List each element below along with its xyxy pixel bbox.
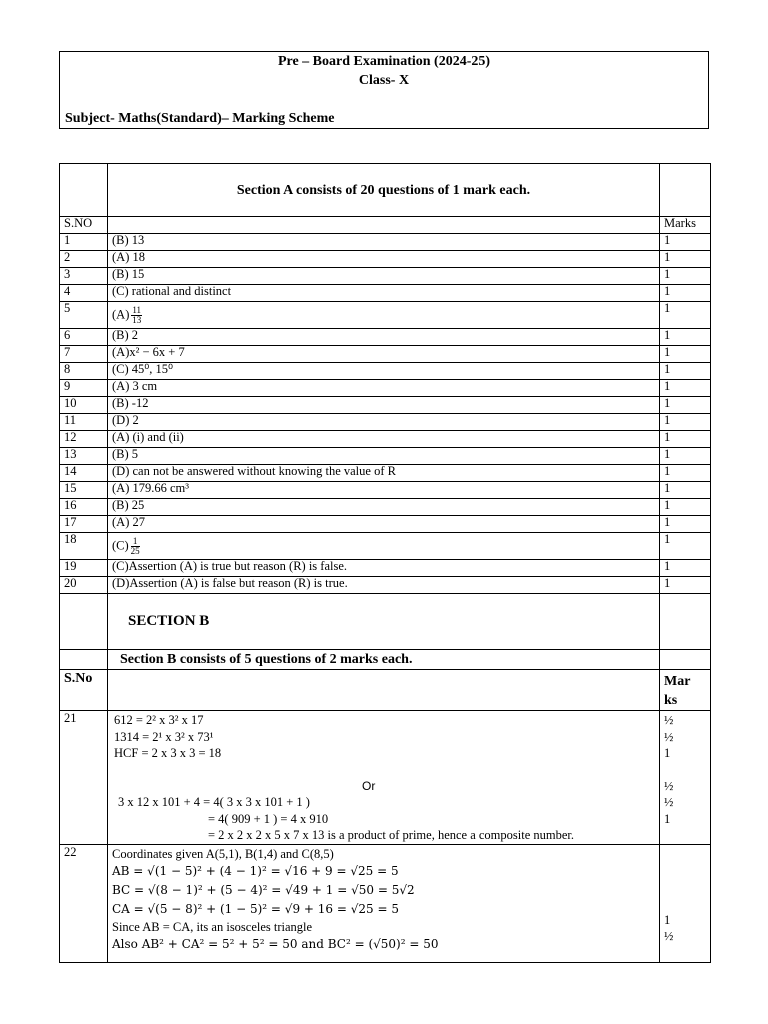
answer-text: (D)Assertion (A) is false but reason (R) is true. — [112, 576, 348, 590]
table-row — [60, 560, 711, 577]
q21-mark5: ½ — [664, 795, 674, 809]
row-marks: 1 — [660, 516, 711, 533]
row-answer — [108, 482, 660, 499]
table-row — [60, 268, 711, 285]
table-row — [60, 577, 711, 594]
subject-title: Subject- Maths(Standard)– Marking Scheme — [65, 111, 335, 126]
table-row — [60, 302, 711, 329]
q21-line4: 3 x 12 x 101 + 4 = 4( 3 x 3 x 101 + 1 ) — [118, 795, 310, 809]
section-b-title: Section B consists of 5 questions of 2 marks each. — [108, 650, 660, 670]
q22-answer — [108, 845, 660, 963]
row-sno: 10 — [60, 397, 108, 414]
answer-text: (B) -12 — [112, 396, 149, 410]
section-b-title-row — [60, 650, 711, 670]
row-marks: 1 — [660, 397, 711, 414]
q21-mark6: 1 — [664, 811, 671, 826]
table-row — [60, 285, 711, 302]
col-marks-b-line1: Mar — [664, 674, 691, 689]
row-answer — [108, 465, 660, 482]
fraction — [131, 537, 140, 556]
table-row — [60, 499, 711, 516]
q21-mark4: ½ — [664, 778, 674, 793]
row-answer — [108, 577, 660, 594]
q21-line5: = 4( 909 + 1 ) = 4 x 910 — [208, 811, 329, 826]
exam-header — [59, 51, 709, 129]
fraction-numerator: 1 — [131, 537, 140, 547]
answer-text: (A) 27 — [112, 515, 145, 529]
row-answer — [108, 346, 660, 363]
fraction-numerator: 11 — [132, 304, 142, 315]
answer-text: (C) — [112, 537, 129, 552]
answer-text: (B) 25 — [112, 498, 145, 512]
row-answer — [108, 414, 660, 431]
row-sno: 18 — [60, 533, 108, 560]
row-marks: 1 — [660, 465, 711, 482]
row-answer — [108, 533, 660, 560]
q22-line4: CA = √(5 − 8)² + (1 − 5)² = √9 + 16 = √25 = 5 — [112, 902, 399, 916]
table-row — [60, 448, 711, 465]
row-answer — [108, 431, 660, 448]
answer-text: (C) 45⁰, 15⁰ — [112, 362, 174, 376]
row-answer — [108, 380, 660, 397]
row-sno: 9 — [60, 380, 108, 397]
row-answer — [108, 329, 660, 346]
table-row — [60, 533, 711, 560]
row-sno: 12 — [60, 431, 108, 448]
table-row — [60, 346, 711, 363]
marking-scheme-table — [59, 163, 711, 963]
fraction — [131, 306, 142, 325]
table-row — [60, 516, 711, 533]
table-row — [60, 465, 711, 482]
q22-mark2: ½ — [664, 929, 674, 943]
row-answer — [108, 251, 660, 268]
q21-mark3: 1 — [664, 746, 671, 760]
q21-sno: 21 — [60, 711, 108, 845]
q21-line3: HCF = 2 x 3 x 3 = 18 — [114, 746, 222, 760]
fraction-denominator: 25 — [130, 545, 140, 556]
row-sno: 8 — [60, 363, 108, 380]
row-sno: 11 — [60, 414, 108, 431]
row-marks: 1 — [660, 414, 711, 431]
row-sno: 5 — [60, 302, 108, 329]
row-marks: 1 — [660, 363, 711, 380]
row-sno: 7 — [60, 346, 108, 363]
answer-text: (B) 13 — [112, 233, 145, 247]
row-sno: 1 — [60, 234, 108, 251]
q21-mark2: ½ — [664, 729, 674, 744]
table-row — [60, 431, 711, 448]
row-marks: 1 — [660, 577, 711, 594]
row-answer — [108, 448, 660, 465]
q22-line5: Since AB = CA, its an isosceles triangle — [112, 920, 313, 934]
table-row — [60, 482, 711, 499]
answer-text: (C)Assertion (A) is true but reason (R) is false. — [112, 559, 348, 573]
q22-sno: 22 — [60, 845, 108, 963]
row-sno: 15 — [60, 482, 108, 499]
table-row — [60, 414, 711, 431]
row-sno: 13 — [60, 448, 108, 465]
section-b-header-row — [60, 670, 711, 711]
question-22-row — [60, 845, 711, 963]
row-marks: 1 — [660, 329, 711, 346]
q22-line6: Also AB² + CA² = 5² + 5² = 50 and BC² = (√50)² = 50 — [112, 937, 439, 951]
col-marks-b-line2: ks — [664, 693, 678, 708]
q22-mark1: 1 — [664, 913, 671, 927]
row-marks: 1 — [660, 285, 711, 302]
section-b-heading-row — [60, 594, 711, 650]
col-sno: S.NO — [60, 217, 108, 234]
question-21-row — [60, 711, 711, 845]
row-sno: 20 — [60, 577, 108, 594]
fraction-denominator: 13 — [132, 314, 142, 325]
row-sno: 16 — [60, 499, 108, 516]
row-answer — [108, 516, 660, 533]
answer-text: (C) rational and distinct — [112, 284, 232, 298]
q22-line3: BC = √(8 − 1)² + (5 − 4)² = √49 + 1 = √50 = 5√2 — [112, 883, 415, 897]
q22-line1: Coordinates given A(5,1), B(1,4) and C(8,5) — [112, 847, 334, 861]
table-row — [60, 329, 711, 346]
answer-text: (D) can not be answered without knowing the value of R — [112, 464, 396, 478]
row-answer — [108, 363, 660, 380]
q21-marks — [660, 711, 711, 845]
row-marks: 1 — [660, 268, 711, 285]
row-sno: 19 — [60, 560, 108, 577]
row-sno: 4 — [60, 285, 108, 302]
row-answer — [108, 268, 660, 285]
row-answer — [108, 285, 660, 302]
row-answer — [108, 302, 660, 329]
answer-text: (D) 2 — [112, 413, 139, 427]
col-sno-b: S.No — [60, 670, 108, 711]
answer-text: (B) 5 — [112, 447, 139, 461]
row-answer — [108, 499, 660, 516]
col-marks: Marks — [660, 217, 711, 234]
row-marks: 1 — [660, 499, 711, 516]
q21-line6: = 2 x 2 x 2 x 5 x 7 x 13 is a product of prime, hence a composite number. — [208, 828, 575, 842]
row-marks: 1 — [660, 482, 711, 499]
row-answer — [108, 397, 660, 414]
row-marks: 1 — [660, 448, 711, 465]
col-marks-b — [660, 670, 711, 711]
table-row — [60, 363, 711, 380]
row-marks: 1 — [660, 380, 711, 397]
section-a-title: Section A consists of 20 questions of 1 mark each. — [108, 164, 660, 217]
q21-or: Or — [362, 778, 376, 793]
row-sno: 14 — [60, 465, 108, 482]
answer-text: (A) 179.66 cm³ — [112, 481, 189, 495]
answer-text: (A) 3 cm — [112, 379, 158, 393]
q21-line1: 612 = 2² x 3² x 17 — [114, 713, 204, 727]
q21-mark1: ½ — [664, 713, 674, 727]
row-answer — [108, 560, 660, 577]
q22-line2: AB = √(1 − 5)² + (4 − 1)² = √16 + 9 = √25 = 5 — [112, 864, 399, 878]
answer-text: (B) 2 — [112, 328, 139, 342]
row-sno: 3 — [60, 268, 108, 285]
row-marks: 1 — [660, 251, 711, 268]
q21-answer — [108, 711, 660, 845]
table-row — [60, 234, 711, 251]
answer-text: (A)x² − 6x + 7 — [112, 345, 185, 359]
section-b-heading: SECTION B — [108, 594, 660, 650]
row-marks: 1 — [660, 431, 711, 448]
exam-title: Pre – Board Examination (2024-25) — [277, 54, 491, 69]
table-row — [60, 251, 711, 268]
answer-text: (A) 18 — [112, 250, 145, 264]
answer-text: (A) — [112, 306, 130, 321]
row-marks: 1 — [660, 346, 711, 363]
row-marks: 1 — [660, 234, 711, 251]
section-a-title-row — [60, 164, 711, 217]
row-sno: 6 — [60, 329, 108, 346]
answer-text: (A) (i) and (ii) — [112, 430, 184, 444]
row-answer — [108, 234, 660, 251]
section-a-header-row — [60, 217, 711, 234]
table-row — [60, 380, 711, 397]
table-row — [60, 397, 711, 414]
q21-line2: 1314 = 2¹ x 3² x 73¹ — [114, 729, 214, 744]
q22-marks — [660, 845, 711, 963]
row-marks: 1 — [660, 302, 711, 329]
row-marks: 1 — [660, 533, 711, 560]
marking-scheme-body — [60, 164, 711, 963]
row-sno: 2 — [60, 251, 108, 268]
answer-text: (B) 15 — [112, 267, 145, 281]
row-sno: 17 — [60, 516, 108, 533]
row-marks: 1 — [660, 560, 711, 577]
class-title: Class- X — [358, 73, 410, 88]
